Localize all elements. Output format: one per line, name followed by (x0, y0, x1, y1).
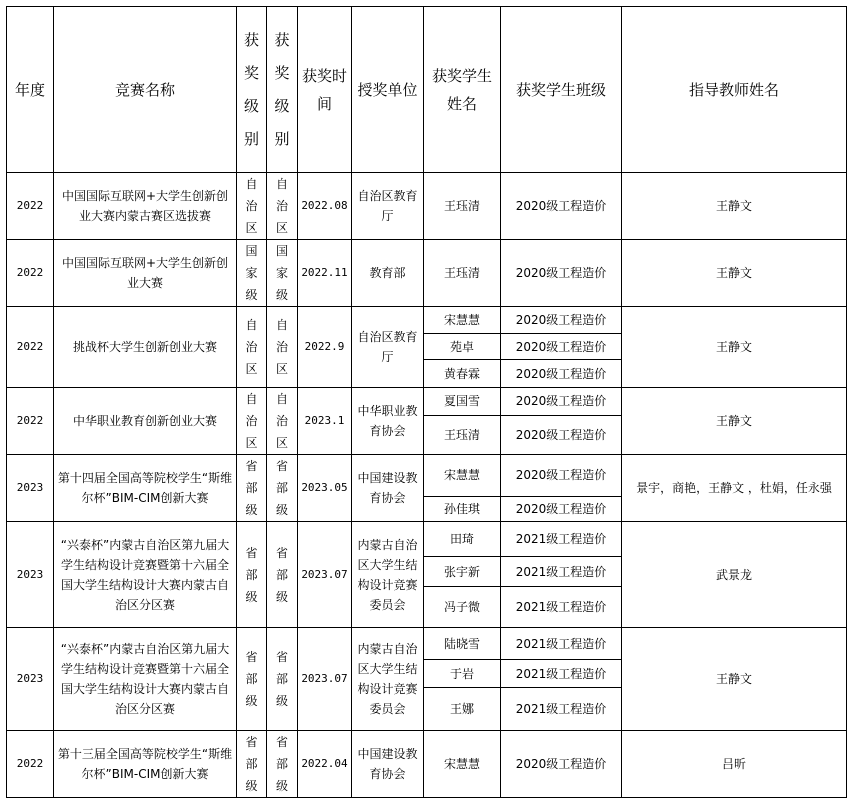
student-class-cell: 2020级工程造价 (501, 415, 622, 454)
award-level-cell-2: 自治区 (267, 173, 298, 240)
competition-cell: 第十四届全国高等院校学生“斯维尔杯”BIM-CIM创新大赛 (54, 455, 237, 522)
table-row (7, 240, 847, 307)
table-row (7, 388, 847, 416)
student-name-cell: 夏国雪 (424, 388, 501, 416)
award-level-cell: 国家级 (237, 240, 267, 307)
student-class-cell: 2020级工程造价 (501, 496, 622, 521)
award-time-cell: 2022.9 (298, 307, 352, 388)
table-row (7, 628, 847, 660)
competition-cell: “兴泰杯”内蒙古自治区第九届大学生结构设计竞赛暨第十六届全国大学生结构设计大赛内蒙古自治区分区赛 (54, 628, 237, 731)
header-student-name: 获奖学生姓名 (424, 7, 501, 173)
award-unit-cell: 中国建设教育协会 (352, 731, 424, 798)
header-teacher-name: 指导教师姓名 (622, 7, 847, 173)
table-row (7, 731, 847, 798)
student-name-cell: 冯子微 (424, 587, 501, 628)
table-row (7, 455, 847, 497)
student-class-cell: 2021级工程造价 (501, 522, 622, 557)
table-row (7, 173, 847, 240)
header-year: 年度 (7, 7, 54, 173)
header-award-time: 获奖时间 (298, 7, 352, 173)
teacher-cell: 王静文 (622, 240, 847, 307)
competition-cell: 中国国际互联网+大学生创新创业大赛 (54, 240, 237, 307)
award-unit-cell: 自治区教育厅 (352, 173, 424, 240)
student-class-cell: 2021级工程造价 (501, 660, 622, 688)
header-award-level-2: 获奖级别 (267, 7, 298, 173)
award-unit-cell: 自治区教育厅 (352, 307, 424, 388)
award-level-cell: 自治区 (237, 307, 267, 388)
student-name-cell: 王珏清 (424, 173, 501, 240)
award-level-cell-2: 省部级 (267, 628, 298, 731)
table-row (7, 522, 847, 557)
award-time-cell: 2023.05 (298, 455, 352, 522)
student-class-cell: 2021级工程造价 (501, 628, 622, 660)
award-unit-cell: 内蒙古自治区大学生结构设计竞赛委员会 (352, 522, 424, 628)
award-time-cell: 2023.07 (298, 628, 352, 731)
year-cell: 2022 (7, 240, 54, 307)
award-unit-cell: 中国建设教育协会 (352, 455, 424, 522)
competition-cell: 第十三届全国高等院校学生“斯维尔杯”BIM-CIM创新大赛 (54, 731, 237, 798)
award-level-cell: 省部级 (237, 731, 267, 798)
award-level-cell: 省部级 (237, 628, 267, 731)
header-award-unit: 授奖单位 (352, 7, 424, 173)
student-name-cell: 王珏清 (424, 415, 501, 454)
year-cell: 2022 (7, 388, 54, 455)
student-class-cell: 2020级工程造价 (501, 388, 622, 416)
student-name-cell: 孙佳琪 (424, 496, 501, 521)
header-award-level: 获奖级别 (237, 7, 267, 173)
year-cell: 2023 (7, 522, 54, 628)
year-cell: 2023 (7, 628, 54, 731)
award-level-cell-2: 自治区 (267, 388, 298, 455)
competition-cell: 中华职业教育创新创业大赛 (54, 388, 237, 455)
student-class-cell: 2020级工程造价 (501, 307, 622, 334)
teacher-cell: 吕昕 (622, 731, 847, 798)
student-class-cell: 2020级工程造价 (501, 455, 622, 497)
student-class-cell: 2021级工程造价 (501, 688, 622, 731)
student-name-cell: 张宇新 (424, 557, 501, 587)
table-header-row (7, 7, 847, 173)
student-name-cell: 陆晓雪 (424, 628, 501, 660)
header-competition: 竞赛名称 (54, 7, 237, 173)
competition-cell: “兴泰杯”内蒙古自治区第九届大学生结构设计竞赛暨第十六届全国大学生结构设计大赛内蒙古自治区分区赛 (54, 522, 237, 628)
award-unit-cell: 中华职业教育协会 (352, 388, 424, 455)
awards-table (6, 6, 847, 798)
award-level-cell-2: 省部级 (267, 455, 298, 522)
table-row (7, 307, 847, 334)
competition-cell: 挑战杯大学生创新创业大赛 (54, 307, 237, 388)
award-level-cell: 省部级 (237, 455, 267, 522)
award-time-cell: 2022.04 (298, 731, 352, 798)
student-name-cell: 苑卓 (424, 334, 501, 360)
teacher-cell: 王静文 (622, 173, 847, 240)
student-class-cell: 2020级工程造价 (501, 334, 622, 360)
student-name-cell: 王珏清 (424, 240, 501, 307)
award-level-cell-2: 省部级 (267, 731, 298, 798)
award-time-cell: 2022.08 (298, 173, 352, 240)
award-level-cell-2: 国家级 (267, 240, 298, 307)
award-time-cell: 2022.11 (298, 240, 352, 307)
teacher-cell: 王静文 (622, 307, 847, 388)
student-class-cell: 2020级工程造价 (501, 360, 622, 388)
award-level-cell: 自治区 (237, 173, 267, 240)
award-level-cell: 省部级 (237, 522, 267, 628)
year-cell: 2023 (7, 455, 54, 522)
teacher-cell: 武景龙 (622, 522, 847, 628)
student-class-cell: 2020级工程造价 (501, 173, 622, 240)
teacher-cell: 王静文 (622, 628, 847, 731)
award-level-cell-2: 省部级 (267, 522, 298, 628)
student-name-cell: 王娜 (424, 688, 501, 731)
student-name-cell: 于岩 (424, 660, 501, 688)
year-cell: 2022 (7, 731, 54, 798)
student-name-cell: 宋慧慧 (424, 455, 501, 497)
award-unit-cell: 教育部 (352, 240, 424, 307)
student-name-cell: 黄春霖 (424, 360, 501, 388)
teacher-cell: 王静文 (622, 388, 847, 455)
student-class-cell: 2020级工程造价 (501, 240, 622, 307)
student-name-cell: 宋慧慧 (424, 307, 501, 334)
award-time-cell: 2023.07 (298, 522, 352, 628)
student-class-cell: 2020级工程造价 (501, 731, 622, 798)
award-unit-cell: 内蒙古自治区大学生结构设计竞赛委员会 (352, 628, 424, 731)
year-cell: 2022 (7, 307, 54, 388)
award-level-cell: 自治区 (237, 388, 267, 455)
header-student-class: 获奖学生班级 (501, 7, 622, 173)
student-class-cell: 2021级工程造价 (501, 587, 622, 628)
year-cell: 2022 (7, 173, 54, 240)
student-name-cell: 田琦 (424, 522, 501, 557)
student-class-cell: 2021级工程造价 (501, 557, 622, 587)
award-time-cell: 2023.1 (298, 388, 352, 455)
award-level-cell-2: 自治区 (267, 307, 298, 388)
teacher-cell: 景宇，商艳，王静文 ，杜娟，任永强 (622, 455, 847, 522)
competition-cell: 中国国际互联网+大学生创新创业大赛内蒙古赛区选拔赛 (54, 173, 237, 240)
student-name-cell: 宋慧慧 (424, 731, 501, 798)
